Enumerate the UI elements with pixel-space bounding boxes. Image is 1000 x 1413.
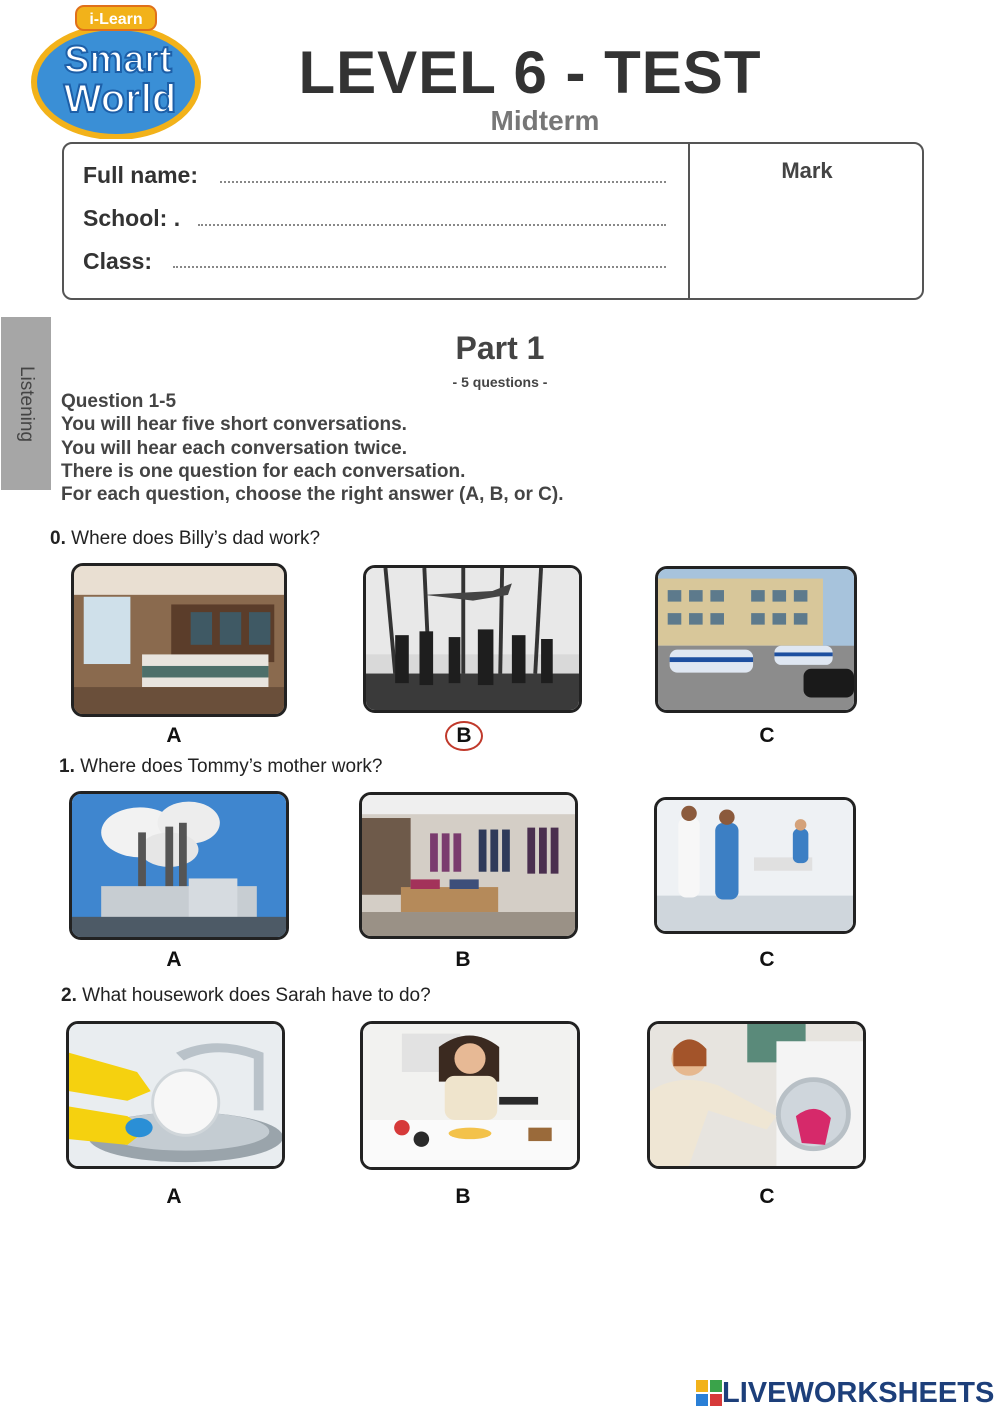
class-label: Class:: [83, 248, 153, 274]
q1-option-c[interactable]: C: [759, 948, 775, 971]
question-0: 0. Where does Billy’s dad work?: [50, 528, 321, 549]
washing-dishes-photo[interactable]: [66, 1021, 285, 1169]
cooking-photo[interactable]: [360, 1021, 580, 1170]
school-label: School: .: [83, 205, 181, 231]
question-1: 1. Where does Tommy’s mother work?: [59, 756, 383, 777]
question-2: 2. What housework does Sarah have to do?: [61, 985, 431, 1006]
instruction-line: There is one question for each conversation.: [61, 461, 466, 482]
q1-option-a[interactable]: A: [166, 948, 182, 971]
full-name-label: Full name:: [83, 162, 199, 188]
part-title: Part 1: [455, 330, 545, 366]
liveworksheets-logo-icon: [696, 1380, 722, 1406]
q0-option-c[interactable]: C: [759, 724, 775, 747]
laundry-photo[interactable]: [647, 1021, 866, 1169]
smart-world-logo: [28, 4, 203, 139]
part-subtitle: - 5 questions -: [452, 374, 548, 390]
logo-line2-text: World: [63, 77, 177, 121]
hospital-photo[interactable]: [654, 797, 856, 934]
police-station-photo[interactable]: [655, 566, 857, 713]
q2-option-a[interactable]: A: [166, 1185, 182, 1208]
hotel-room-photo[interactable]: [71, 563, 287, 717]
clothes-shop-photo[interactable]: [359, 792, 578, 939]
q1-option-b[interactable]: B: [455, 948, 471, 971]
liveworksheets-brand: LIVEWORKSHEETS: [722, 1376, 995, 1409]
logo-line1-text: Smart: [64, 39, 172, 81]
page-title: LEVEL 6 - TEST: [298, 39, 762, 106]
page-subtitle: Midterm: [490, 105, 600, 136]
instruction-line: Question 1-5: [61, 391, 177, 412]
q2-option-c[interactable]: C: [759, 1185, 775, 1208]
instruction-line: You will hear five short conversations.: [61, 414, 407, 435]
liveworksheets-footer: [696, 1376, 994, 1410]
school-field[interactable]: [198, 224, 666, 226]
listening-side-tab-label: Listening: [16, 365, 37, 442]
q0-option-b-selected[interactable]: B: [445, 721, 483, 751]
q2-option-b[interactable]: B: [455, 1185, 471, 1208]
mark-label: Mark: [781, 158, 833, 183]
q0-option-a[interactable]: A: [166, 724, 182, 747]
factory-photo[interactable]: [69, 791, 289, 940]
logo-top-text: i-Learn: [89, 11, 143, 28]
instruction-line: You will hear each conversation twice.: [61, 438, 407, 459]
class-field[interactable]: [173, 266, 666, 268]
airport-photo[interactable]: [363, 565, 582, 713]
full-name-field[interactable]: [220, 181, 666, 183]
instruction-line: For each question, choose the right answer (A, B, or C).: [61, 484, 564, 505]
